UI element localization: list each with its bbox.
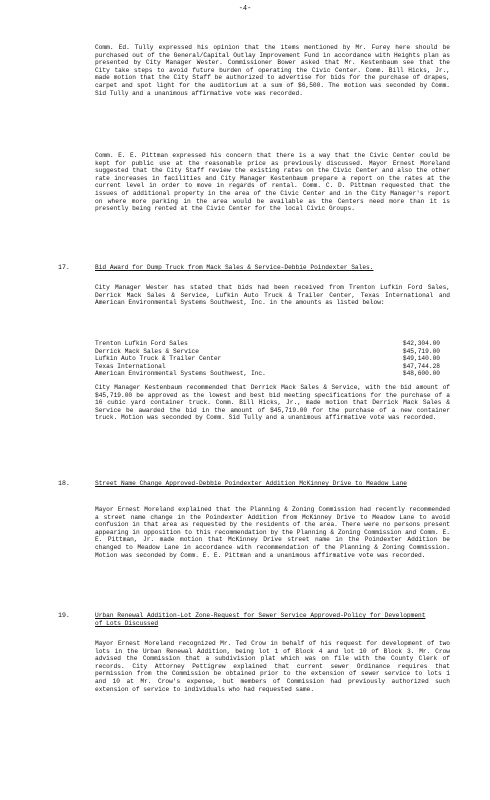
- item-number-18: 18.: [58, 480, 70, 487]
- bid-amount: $49,140.00: [402, 355, 440, 363]
- item-number-19: 19.: [58, 612, 70, 619]
- bid-amount: $42,304.00: [402, 340, 440, 347]
- bid-row: [95, 340, 440, 348]
- bid-row: [95, 363, 440, 371]
- bid-amount: $48,600.00: [402, 370, 440, 378]
- item-17-paragraph-bids-received: City Manager Wester has stated that bids had been received from Trenton Lufkin Ford Sales, Derrick Mack Sales & Service, Lufkin Auto Truck & Trailer Center, Texas International and American Environmental Systems Southwest, Inc. in the amounts as listed below:: [95, 284, 450, 307]
- item-18-title: Street Name Change Approved-Debbie Poindexter Addition McKinney Drive to Meadow Lane: [95, 480, 407, 487]
- bid-amount: $45,719.00: [402, 347, 440, 355]
- bid-table: [95, 340, 440, 378]
- item-19-title: Urban Renewal Addition-Lot Zone-Request for Sewer Service Approved-Policy for Development of Lots Discussed: [95, 612, 426, 627]
- page-number: -4-: [238, 5, 252, 13]
- item-17-title: Bid Award for Dump Truck from Mack Sales & Service-Debbie Poindexter Sales.: [95, 264, 374, 271]
- bid-vendor: Derrick Mack Sales & Service: [95, 347, 199, 355]
- bid-vendor: American Environmental Systems Southwest, Inc.: [95, 370, 266, 378]
- bid-vendor: Texas International: [95, 362, 166, 370]
- paragraph-civic-center-equipment: Comm. Ed. Tully expressed his opinion that the items mentioned by Mr. Furey here should be purchased out of the General/Capital Outlay Improvement Fund in accordance with Heights plan as presented by City Manager Wester. Commissioner Bower asked that Mr. Kestenbaum see that the City take steps to avoid future burden of operating the Civic Center. Comm. Bill Hicks, Jr., made motion that the City Staff be authorized to advertise for bids for the purchase of drapes, carpet and spot light for the auditorium at a sum of $6,500. The motion was seconded by Comm. Sid Tully and a unanimous affirmative vote was recorded.: [95, 44, 450, 97]
- paragraph-civic-center-rates: Comm. E. E. Pittman expressed his concern that there is a way that the Civic Center could be kept for public use at the reasonable price as previously discussed. Mayor Ernest Moreland suggested that the City Staff review the existing rates on the Civic Center and also the other rate increases in facilities and City Manager Kestenbaum prepare a report on the rates at the current level in order to move in regards of rental. Comm. C. D. Pittman requested that the issues of additional property in the area of the Civic Center and in the City Manager's report on where more parking in the area would be available as the Centers need more than it is presently being rented at the Civic Center for the local Civic Groups.: [95, 152, 450, 213]
- bid-row: [95, 348, 440, 356]
- bid-row: [95, 355, 440, 363]
- item-19-paragraph: Mayor Ernest Moreland recognized Mr. Ted Crow in behalf of his request for development of two lots in the Urban Renewal Addition, being lot 1 of Block 4 and lot 10 of Block 3. Mr. Crow advised the Commission that a subdivision plat which was on file with the County Clerk of records. City Attorney Pettigrew explained that current sewer Ordinance requires that permission from the Commission be obtained prior to the extension of sewer service to lots 1 and 10 at Mr. Crow's expense, but members of Commission had previously authorized such extension of service to individuals who had requested same.: [95, 640, 450, 693]
- item-18-paragraph: Mayor Ernest Moreland explained that the Planning & Zoning Commission had recently recommended a street name change in the Poindexter Addition from McKinney Drive to Meadow Lane to avoid confusion in that area as requested by the residents of the area. There were no persons present appearing in opposition to this recommendation by the Planning & Zoning Commission and Comm. E. E. Pittman, Jr. made motion that McKinney Drive street name in the Poindexter Addition be changed to Meadow Lane in accordance with recommendation of the Planning & Zoning Commission. Motion was seconded by Comm. E. E. Pittman and a unanimous affirmative vote was recorded.: [95, 506, 450, 559]
- bid-amount: $47,744.28: [402, 362, 440, 370]
- item-number-17: 17.: [58, 264, 70, 271]
- bid-row: [95, 370, 440, 378]
- bid-vendor: Trenton Lufkin Ford Sales: [95, 340, 188, 347]
- bid-vendor: Lufkin Auto Truck & Trailer Center: [95, 355, 222, 363]
- item-17-paragraph-award: City Manager Kestenbaum recommended that Derrick Mack Sales & Service, with the bid amount of $45,719.00 be approved as the lowest and best bid meeting specifications for the purchase of a 16 cubic yard container truck. Comm. Bill Hicks, Jr., made motion that Derrick Mack Sales & Service be awarded the bid in the amount of $45,719.00 for the purchase of a new container truck. Motion was seconded by Comm. Sid Tully and a unanimous affirmative vote was recorded.: [95, 384, 450, 422]
